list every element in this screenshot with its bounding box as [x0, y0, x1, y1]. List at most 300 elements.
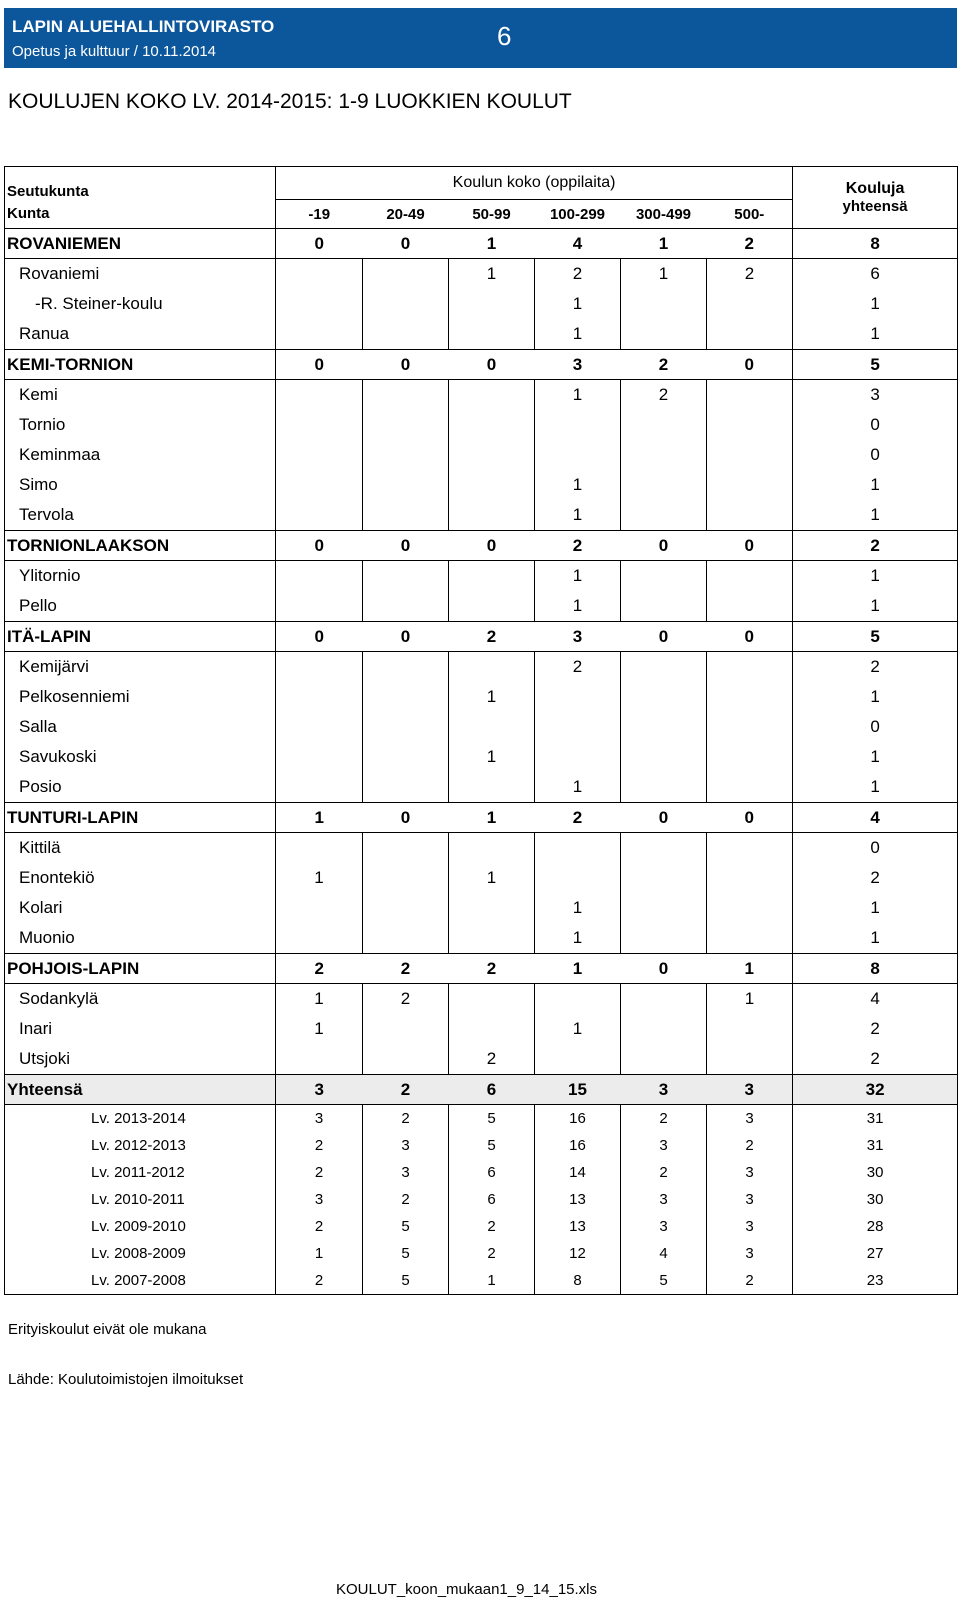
value-cell: [276, 772, 363, 803]
value-cell: [276, 742, 363, 772]
value-cell: [363, 500, 449, 531]
grand-total-row: [5, 1075, 958, 1105]
value-cell: [449, 410, 535, 440]
value-cell: 0: [363, 803, 449, 833]
municipality-row: [5, 742, 958, 772]
total-cell: 0: [793, 410, 958, 440]
municipality-row: [5, 470, 958, 500]
total-cell: 5: [793, 622, 958, 652]
value-cell: [363, 440, 449, 470]
municipality-row: [5, 1014, 958, 1044]
municipality-row: [5, 440, 958, 470]
value-cell: [621, 1044, 707, 1075]
row-label: Kolari: [5, 893, 276, 923]
value-cell: 2: [621, 350, 707, 380]
value-cell: 1: [276, 1014, 363, 1044]
value-cell: [707, 1014, 793, 1044]
municipality-row: [5, 561, 958, 592]
value-cell: 15: [535, 1075, 621, 1105]
value-cell: [449, 772, 535, 803]
row-label: Pello: [5, 591, 276, 622]
value-cell: 16: [535, 1132, 621, 1159]
header-region: Seutukunta: [5, 167, 276, 200]
value-cell: 1: [535, 319, 621, 350]
row-label: Lv. 2012-2013: [5, 1132, 276, 1159]
value-cell: 2: [535, 803, 621, 833]
history-row: [5, 1267, 958, 1295]
value-cell: 0: [363, 350, 449, 380]
value-cell: 1: [621, 259, 707, 290]
municipality-row: [5, 319, 958, 350]
value-cell: 2: [276, 1132, 363, 1159]
value-cell: 2: [535, 531, 621, 561]
value-cell: 3: [276, 1075, 363, 1105]
value-cell: [363, 893, 449, 923]
value-cell: 2: [449, 1240, 535, 1267]
value-cell: 3: [707, 1213, 793, 1240]
value-cell: [363, 319, 449, 350]
value-cell: 0: [707, 350, 793, 380]
value-cell: [707, 591, 793, 622]
row-label: Lv. 2011-2012: [5, 1159, 276, 1186]
row-label: ITÄ-LAPIN: [5, 622, 276, 652]
value-cell: 1: [276, 1240, 363, 1267]
value-cell: 0: [449, 350, 535, 380]
history-row: [5, 1186, 958, 1213]
value-cell: 1: [707, 984, 793, 1015]
value-cell: [276, 712, 363, 742]
value-cell: [363, 923, 449, 954]
municipality-row: [5, 500, 958, 531]
row-label: Lv. 2009-2010: [5, 1213, 276, 1240]
value-cell: [621, 682, 707, 712]
value-cell: 0: [363, 229, 449, 259]
value-cell: 2: [707, 1267, 793, 1295]
value-cell: [535, 984, 621, 1015]
value-cell: [707, 923, 793, 954]
total-cell: 2: [793, 1044, 958, 1075]
total-cell: 27: [793, 1240, 958, 1267]
value-cell: 14: [535, 1159, 621, 1186]
municipality-row: [5, 712, 958, 742]
value-cell: [449, 984, 535, 1015]
row-label: -R. Steiner-koulu: [5, 289, 276, 319]
value-cell: [707, 289, 793, 319]
value-cell: 1: [535, 893, 621, 923]
value-cell: 1: [535, 923, 621, 954]
value-cell: 0: [276, 531, 363, 561]
value-cell: 2: [621, 380, 707, 411]
value-cell: [449, 923, 535, 954]
total-cell: 8: [793, 954, 958, 984]
total-cell: 28: [793, 1213, 958, 1240]
value-cell: [449, 591, 535, 622]
value-cell: 1: [276, 863, 363, 893]
value-cell: 1: [276, 984, 363, 1015]
row-label: Sodankylä: [5, 984, 276, 1015]
row-label: Kemi: [5, 380, 276, 411]
row-label: Kemijärvi: [5, 652, 276, 683]
header-size-col: 100-299: [535, 200, 621, 229]
value-cell: 1: [535, 470, 621, 500]
total-cell: 30: [793, 1186, 958, 1213]
value-cell: 1: [535, 772, 621, 803]
value-cell: [707, 440, 793, 470]
row-label: Rovaniemi: [5, 259, 276, 290]
value-cell: [621, 289, 707, 319]
total-cell: 2: [793, 863, 958, 893]
row-label: Savukoski: [5, 742, 276, 772]
value-cell: 1: [449, 803, 535, 833]
value-cell: 2: [449, 954, 535, 984]
value-cell: [707, 410, 793, 440]
value-cell: 2: [707, 259, 793, 290]
row-label: Lv. 2010-2011: [5, 1186, 276, 1213]
value-cell: 8: [535, 1267, 621, 1295]
value-cell: [707, 319, 793, 350]
value-cell: 6: [449, 1075, 535, 1105]
value-cell: 5: [449, 1105, 535, 1133]
value-cell: [707, 380, 793, 411]
value-cell: 1: [449, 863, 535, 893]
value-cell: [621, 712, 707, 742]
value-cell: 3: [276, 1186, 363, 1213]
value-cell: [363, 289, 449, 319]
value-cell: 0: [707, 531, 793, 561]
municipality-row: [5, 289, 958, 319]
row-label: Posio: [5, 772, 276, 803]
value-cell: 1: [535, 591, 621, 622]
value-cell: 2: [276, 1159, 363, 1186]
total-cell: 6: [793, 259, 958, 290]
value-cell: [363, 652, 449, 683]
value-cell: 6: [449, 1159, 535, 1186]
total-cell: 32: [793, 1075, 958, 1105]
value-cell: [621, 923, 707, 954]
row-label: Lv. 2007-2008: [5, 1267, 276, 1295]
row-label: Keminmaa: [5, 440, 276, 470]
region-row: [5, 350, 958, 380]
value-cell: [707, 772, 793, 803]
row-label: Tornio: [5, 410, 276, 440]
value-cell: 2: [707, 229, 793, 259]
region-row: [5, 531, 958, 561]
row-label: Pelkosenniemi: [5, 682, 276, 712]
value-cell: 2: [449, 1044, 535, 1075]
value-cell: 0: [621, 531, 707, 561]
row-label: Kittilä: [5, 833, 276, 864]
value-cell: 2: [621, 1159, 707, 1186]
value-cell: [621, 772, 707, 803]
value-cell: 0: [276, 229, 363, 259]
value-cell: 1: [707, 954, 793, 984]
total-cell: 1: [793, 893, 958, 923]
value-cell: [621, 410, 707, 440]
value-cell: [363, 410, 449, 440]
total-cell: 5: [793, 350, 958, 380]
value-cell: [535, 682, 621, 712]
value-cell: [621, 742, 707, 772]
value-cell: 3: [707, 1075, 793, 1105]
value-cell: 1: [535, 1014, 621, 1044]
total-cell: 1: [793, 319, 958, 350]
row-label: Lv. 2013-2014: [5, 1105, 276, 1133]
municipality-row: [5, 863, 958, 893]
value-cell: [363, 561, 449, 592]
value-cell: 6: [449, 1186, 535, 1213]
value-cell: 13: [535, 1213, 621, 1240]
total-cell: 1: [793, 470, 958, 500]
value-cell: [276, 1044, 363, 1075]
row-label: Lv. 2008-2009: [5, 1240, 276, 1267]
region-row: [5, 622, 958, 652]
history-row: [5, 1105, 958, 1133]
value-cell: 3: [707, 1186, 793, 1213]
value-cell: 0: [621, 622, 707, 652]
value-cell: 5: [363, 1267, 449, 1295]
value-cell: 3: [621, 1075, 707, 1105]
page-header: [4, 8, 957, 68]
header-size-col: 300-499: [621, 200, 707, 229]
header-size-col: 50-99: [449, 200, 535, 229]
value-cell: [707, 470, 793, 500]
value-cell: [449, 833, 535, 864]
total-cell: 1: [793, 289, 958, 319]
municipality-row: [5, 380, 958, 411]
value-cell: 3: [707, 1159, 793, 1186]
total-cell: 1: [793, 923, 958, 954]
row-label: Inari: [5, 1014, 276, 1044]
total-cell: 1: [793, 591, 958, 622]
value-cell: [449, 440, 535, 470]
value-cell: 2: [363, 1075, 449, 1105]
value-cell: [276, 410, 363, 440]
municipality-row: [5, 652, 958, 683]
value-cell: 1: [535, 561, 621, 592]
value-cell: 4: [535, 229, 621, 259]
row-label: Muonio: [5, 923, 276, 954]
value-cell: [535, 863, 621, 893]
value-cell: [535, 833, 621, 864]
total-cell: 1: [793, 742, 958, 772]
value-cell: [707, 712, 793, 742]
value-cell: [449, 500, 535, 531]
value-cell: [363, 1014, 449, 1044]
value-cell: 1: [535, 500, 621, 531]
value-cell: 2: [621, 1105, 707, 1133]
value-cell: [535, 440, 621, 470]
value-cell: 12: [535, 1240, 621, 1267]
value-cell: [363, 470, 449, 500]
row-label: TUNTURI-LAPIN: [5, 803, 276, 833]
value-cell: 1: [276, 803, 363, 833]
value-cell: [449, 1014, 535, 1044]
value-cell: [621, 652, 707, 683]
total-cell: 1: [793, 500, 958, 531]
value-cell: [276, 319, 363, 350]
municipality-row: [5, 410, 958, 440]
value-cell: 2: [707, 1132, 793, 1159]
total-cell: 2: [793, 531, 958, 561]
header-size-group: Koulun koko (oppilaita): [276, 167, 793, 200]
total-cell: 2: [793, 652, 958, 683]
value-cell: 13: [535, 1186, 621, 1213]
value-cell: [621, 591, 707, 622]
value-cell: [449, 893, 535, 923]
value-cell: [276, 561, 363, 592]
total-cell: 30: [793, 1159, 958, 1186]
page-number: 6: [497, 21, 512, 51]
row-label: Enontekiö: [5, 863, 276, 893]
total-cell: 3: [793, 380, 958, 411]
value-cell: 1: [535, 380, 621, 411]
value-cell: [363, 863, 449, 893]
document-title: KOULUJEN KOKO LV. 2014-2015: 1-9 LUOKKIEN KOULUT: [8, 90, 572, 113]
row-label: Simo: [5, 470, 276, 500]
value-cell: [621, 319, 707, 350]
value-cell: 4: [621, 1240, 707, 1267]
value-cell: [535, 742, 621, 772]
value-cell: 2: [449, 622, 535, 652]
value-cell: 3: [363, 1132, 449, 1159]
row-label: KEMI-TORNION: [5, 350, 276, 380]
history-row: [5, 1213, 958, 1240]
total-cell: 1: [793, 682, 958, 712]
value-cell: 2: [363, 984, 449, 1015]
value-cell: 2: [363, 954, 449, 984]
value-cell: 0: [707, 803, 793, 833]
value-cell: 3: [276, 1105, 363, 1133]
municipality-row: [5, 772, 958, 803]
total-cell: 4: [793, 803, 958, 833]
region-row: [5, 954, 958, 984]
value-cell: [449, 470, 535, 500]
total-cell: 2: [793, 1014, 958, 1044]
municipality-row: [5, 893, 958, 923]
total-cell: 8: [793, 229, 958, 259]
row-label: Salla: [5, 712, 276, 742]
value-cell: [707, 1044, 793, 1075]
value-cell: [276, 470, 363, 500]
total-cell: 1: [793, 561, 958, 592]
total-cell: 0: [793, 712, 958, 742]
value-cell: 0: [276, 622, 363, 652]
value-cell: [449, 561, 535, 592]
value-cell: 5: [363, 1240, 449, 1267]
value-cell: [363, 1044, 449, 1075]
value-cell: [707, 833, 793, 864]
municipality-row: [5, 259, 958, 290]
value-cell: 2: [276, 954, 363, 984]
organization-name: LAPIN ALUEHALLINTOVIRASTO: [12, 17, 275, 36]
value-cell: 3: [707, 1105, 793, 1133]
value-cell: [363, 591, 449, 622]
value-cell: 3: [621, 1132, 707, 1159]
municipality-row: [5, 591, 958, 622]
value-cell: 5: [621, 1267, 707, 1295]
row-label: ROVANIEMEN: [5, 229, 276, 259]
value-cell: [449, 712, 535, 742]
value-cell: [707, 652, 793, 683]
total-cell: 1: [793, 772, 958, 803]
region-row: [5, 803, 958, 833]
history-row: [5, 1159, 958, 1186]
value-cell: 0: [363, 622, 449, 652]
header-municipality: Kunta: [5, 200, 276, 229]
value-cell: [449, 380, 535, 411]
value-cell: 1: [449, 229, 535, 259]
value-cell: [363, 712, 449, 742]
header-total-line1: Kouluja: [845, 180, 905, 197]
value-cell: 0: [276, 350, 363, 380]
value-cell: 0: [621, 954, 707, 984]
value-cell: [363, 259, 449, 290]
total-cell: 23: [793, 1267, 958, 1295]
value-cell: 3: [535, 350, 621, 380]
value-cell: [449, 289, 535, 319]
school-size-table: [4, 166, 958, 1295]
value-cell: 3: [535, 622, 621, 652]
value-cell: [276, 259, 363, 290]
total-cell: 0: [793, 833, 958, 864]
header-size-col: 500-: [707, 200, 793, 229]
value-cell: [276, 440, 363, 470]
row-label: Utsjoki: [5, 1044, 276, 1075]
value-cell: 1: [449, 682, 535, 712]
note-special-schools: Erityiskoulut eivät ole mukana: [8, 1321, 207, 1338]
value-cell: [276, 923, 363, 954]
value-cell: [535, 712, 621, 742]
value-cell: [707, 863, 793, 893]
value-cell: 0: [449, 531, 535, 561]
value-cell: [621, 984, 707, 1015]
table-header-row-1: [5, 167, 958, 200]
value-cell: [707, 561, 793, 592]
history-row: [5, 1132, 958, 1159]
value-cell: [621, 440, 707, 470]
value-cell: [621, 893, 707, 923]
value-cell: [276, 591, 363, 622]
value-cell: [276, 500, 363, 531]
value-cell: [707, 742, 793, 772]
value-cell: [276, 682, 363, 712]
value-cell: 2: [535, 259, 621, 290]
total-cell: 31: [793, 1132, 958, 1159]
value-cell: [276, 289, 363, 319]
value-cell: [449, 319, 535, 350]
value-cell: [276, 833, 363, 864]
value-cell: 3: [621, 1213, 707, 1240]
value-cell: 0: [363, 531, 449, 561]
value-cell: 0: [707, 622, 793, 652]
value-cell: 3: [707, 1240, 793, 1267]
value-cell: 1: [449, 259, 535, 290]
value-cell: 2: [363, 1105, 449, 1133]
value-cell: [621, 863, 707, 893]
value-cell: [621, 1014, 707, 1044]
header-total-line2: yhteensä: [842, 198, 908, 215]
value-cell: 2: [449, 1213, 535, 1240]
value-cell: [535, 1044, 621, 1075]
value-cell: [276, 380, 363, 411]
value-cell: [621, 561, 707, 592]
value-cell: [621, 833, 707, 864]
value-cell: 16: [535, 1105, 621, 1133]
row-label: Ranua: [5, 319, 276, 350]
value-cell: [363, 742, 449, 772]
value-cell: 3: [363, 1159, 449, 1186]
municipality-row: [5, 923, 958, 954]
